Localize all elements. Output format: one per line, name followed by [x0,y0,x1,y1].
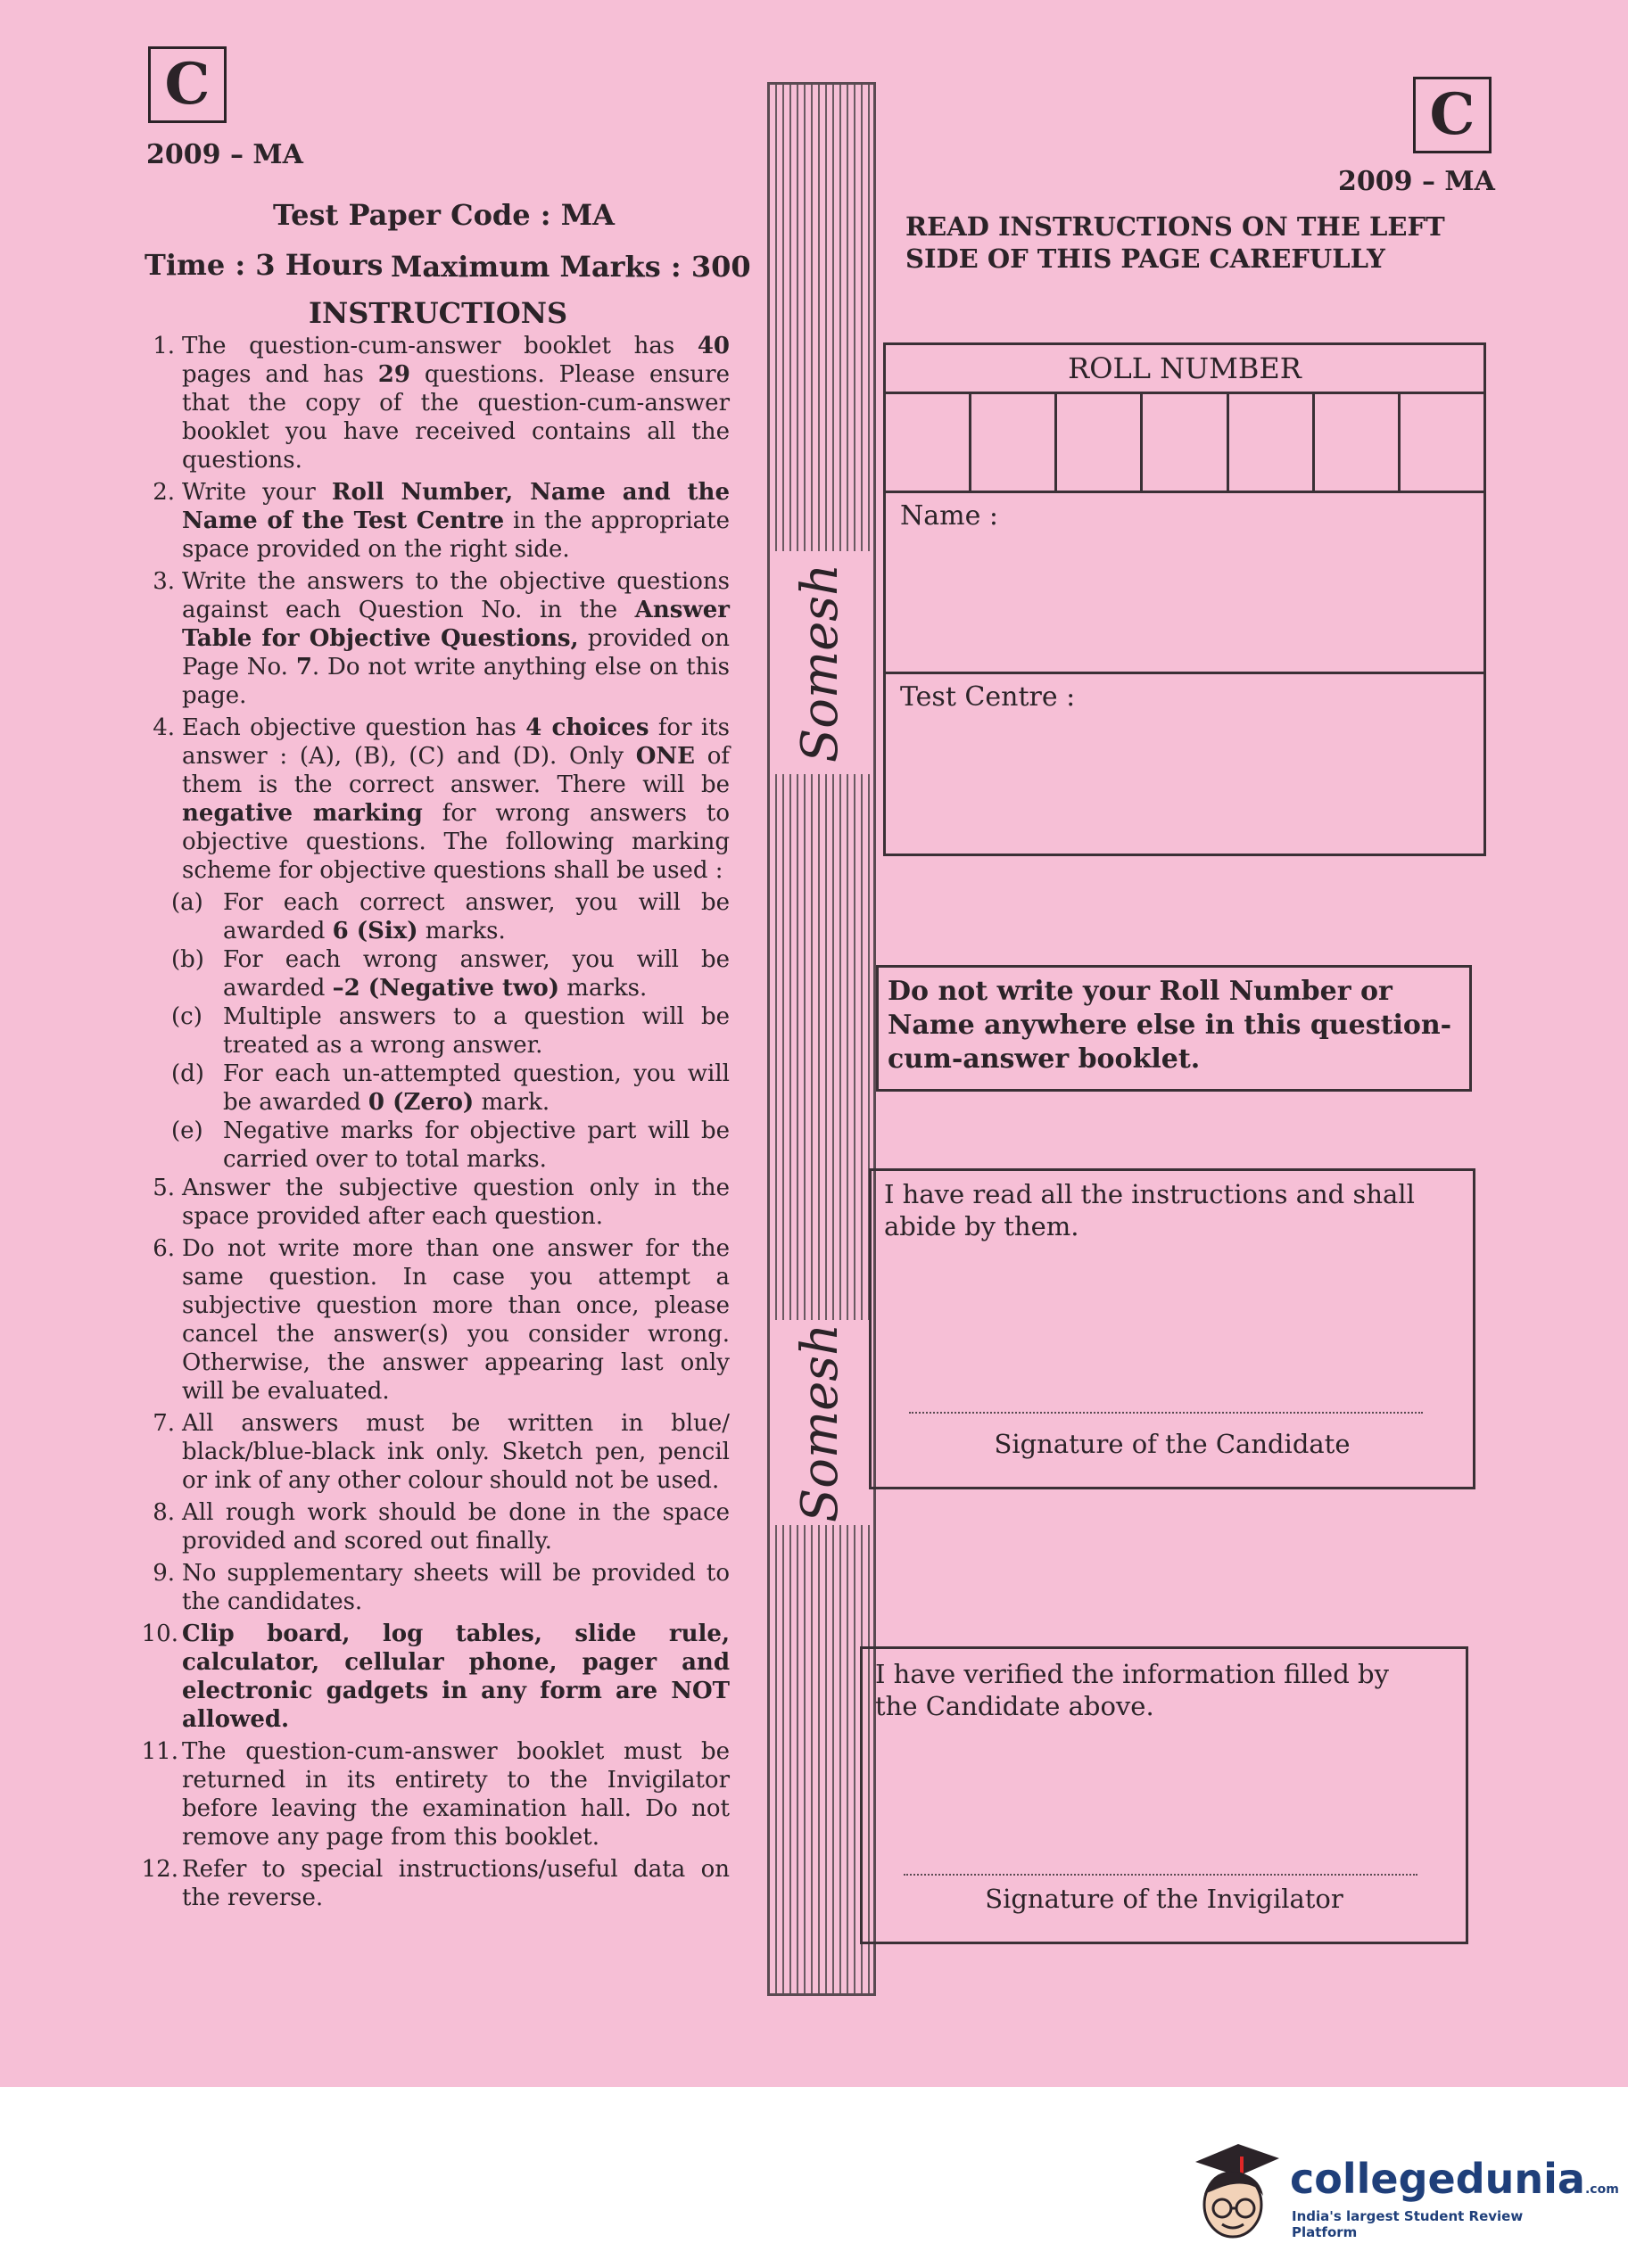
subitem-body [223,1117,730,1174]
instruction-text: Refer to special instructions/useful data on the reverse. [182,1856,730,1911]
instruction-number: 4. [153,714,175,741]
subitem-letter: (e) [171,1118,203,1144]
instruction-number: 5. [153,1175,175,1201]
instruction-body [182,1234,730,1406]
invigilator-signature-line[interactable] [904,1874,1417,1876]
instruction-body [182,332,730,474]
subitem-body [223,888,730,945]
instruction-item [136,1174,730,1231]
candidate-signature-line[interactable] [909,1412,1423,1414]
instruction-text: Negative marks for objective part will be carried over to total marks. [223,1118,730,1173]
instructions-title: INSTRUCTIONS [309,296,568,330]
instruction-emphasis: 29 [377,361,410,388]
instruction-text: Do not write more than one answer for the same question. In case you attempt a subjective question more than once, please cancel the answer(s) you consider wrong. Otherwise, the answer appearing last only will be evaluated. [182,1235,730,1405]
instruction-number: 12. [141,1856,178,1883]
candidate-declaration-box [869,1168,1475,1489]
instruction-text: in the appropriate space provided on the right side. [182,507,731,563]
roll-digit-cell[interactable] [1229,394,1315,491]
instruction-emphasis: negative marking [182,800,423,827]
instruction-number: 9. [153,1560,175,1587]
test-paper-code: Test Paper Code : MA [273,198,615,232]
instruction-number: 2. [153,479,175,506]
instruction-body [182,1620,730,1734]
instruction-item [136,1409,730,1495]
roll-number-cells [886,394,1483,493]
candidate-declaration-line2: abide by them. [884,1211,1079,1241]
instruction-text: Answer the subjective question only in the space provided after each question. [182,1175,730,1230]
instruction-text: Write the answers to the objective questions against each Question No. in the [182,568,730,623]
read-instructions-notice [905,210,1445,275]
instruction-text: Write your [182,479,332,506]
subitem-letter: (a) [171,889,203,916]
handwritten-signature-top: Somesh [791,563,850,763]
instruction-text: for wrong answers to objective questions. The following marking scheme for objective questions shall be used : [182,800,731,884]
instruction-text: marks. [559,975,648,1002]
instruction-item [136,332,730,474]
subitem-body [223,1002,730,1060]
time-limit: Time : 3 Hours [145,248,384,282]
roll-digit-cell[interactable] [886,394,971,491]
instruction-text: For each un-attempted question, you will be awarded [223,1060,730,1116]
instruction-emphasis: 40 [697,333,730,359]
instruction-number: 10. [141,1621,178,1647]
instruction-emphasis: 0 (Zero) [368,1089,475,1116]
instruction-emphasis: 6 (Six) [332,918,418,944]
name-field[interactable] [886,493,1483,674]
instruction-text: . Do not write anything else on this page. [182,654,730,709]
collegedunia-watermark [1186,2132,1619,2247]
roll-digit-cell[interactable] [971,394,1057,491]
instruction-item [136,1737,730,1852]
invigilator-verification-box [860,1646,1468,1944]
set-code-badge-right: C [1413,77,1492,153]
instruction-text: mark. [474,1089,550,1116]
warning-line2: Name anywhere else in this question- [888,1010,1452,1041]
brand-text: collegedunia [1290,2155,1585,2203]
invigilator-line2: the Candidate above. [875,1691,1154,1721]
instruction-body [182,1559,730,1616]
instruction-text: pages and has [182,361,378,388]
instruction-number: 3. [153,568,175,595]
test-centre-field[interactable] [886,674,1483,844]
instruction-text: For each wrong answer, you will be awarded [223,946,730,1002]
instruction-subitem [171,888,730,945]
brand-name [1290,2155,1619,2203]
roll-digit-cell[interactable] [1143,394,1228,491]
instruction-body [182,1174,730,1231]
instruction-subitem [171,1060,730,1117]
instruction-text: questions. Please ensure that the copy of the question-cum-answer booklet you have received contains all the questions. [182,361,730,474]
instruction-emphasis: 4 choices [525,714,649,741]
instruction-body [182,567,730,710]
instruction-body [182,1409,730,1495]
instruction-emphasis: 7 [295,654,312,680]
instruction-emphasis: –2 (Negative two) [332,975,560,1002]
warning-line1: Do not write your Roll Number or [888,976,1392,1007]
instruction-number: 11. [141,1738,178,1765]
instruction-text: provided on Page No. [182,625,730,680]
instruction-subitem [171,1002,730,1060]
instruction-text: for its answer : (A), (B), (C) and (D). Only [182,714,730,770]
year-code-right: 2009 – MA [1338,166,1495,197]
roll-digit-cell[interactable] [1401,394,1483,491]
instruction-number: 7. [153,1410,175,1437]
candidate-declaration-line1: I have read all the instructions and shall [884,1179,1415,1209]
instruction-text: The question-cum-answer booklet must be returned in its entirety to the Invigilator before leaving the examination hall. Do not remove any page from this booklet. [182,1738,730,1851]
candidate-signature-label: Signature of the Candidate [994,1429,1351,1459]
subitem-body [223,945,730,1002]
subitem-letter: (d) [171,1060,204,1087]
invigilator-line1: I have verified the information filled by [875,1659,1389,1689]
instruction-text: All rough work should be done in the space provided and scored out finally. [182,1499,730,1555]
roll-digit-cell[interactable] [1057,394,1143,491]
strip-signature-top [771,551,871,774]
instruction-number: 6. [153,1235,175,1262]
test-centre-label: Test Centre : [900,681,1076,713]
year-code-left: 2009 – MA [146,139,303,170]
roll-digit-cell[interactable] [1315,394,1401,491]
handwritten-signature-bottom: Somesh [791,1323,850,1522]
read-notice-line1: READ INSTRUCTIONS ON THE LEFT [905,211,1445,242]
read-notice-line2: SIDE OF THIS PAGE CAREFULLY [905,243,1385,274]
brand-suffix: .com [1584,2182,1619,2197]
student-mascot-icon [1186,2132,1285,2247]
instruction-emphasis: Clip board, log tables, slide rule, calculator, cellular phone, pager and electronic gadgets in any form are NOT allowed. [182,1621,730,1733]
instruction-number: 1. [153,333,175,359]
roll-number-box [883,342,1486,856]
subitem-letter: (c) [171,1003,202,1030]
instruction-text: of them is the correct answer. There will be [182,743,730,798]
strip-signature-bottom [771,1320,871,1525]
instruction-number: 8. [153,1499,175,1526]
instructions-list [136,332,730,1916]
warning-box [876,965,1472,1092]
instruction-body [182,1737,730,1852]
instruction-item [136,478,730,564]
instruction-subitem [171,945,730,1002]
instruction-subitem [171,1117,730,1174]
instruction-item [136,567,730,710]
roll-number-title: ROLL NUMBER [886,345,1483,394]
instruction-text: marks. [417,918,506,944]
instruction-body [182,1855,730,1912]
instruction-emphasis: Answer Table for Objective Questions, [182,597,730,652]
subitem-body [223,1060,730,1117]
instruction-item [136,1620,730,1734]
set-code-badge-left: C [148,46,227,123]
instruction-body [182,713,730,885]
instruction-item [136,1498,730,1555]
name-label: Name : [900,500,998,532]
instruction-item [136,1559,730,1616]
invigilator-signature-label: Signature of the Invigilator [985,1884,1343,1914]
subitem-letter: (b) [171,946,204,973]
maximum-marks: Maximum Marks : 300 [391,250,751,284]
instruction-text: For each correct answer, you will be awarded [223,889,730,944]
instruction-text: The question-cum-answer booklet has [182,333,698,359]
brand-tagline: India's largest Student Review Platform [1292,2208,1524,2240]
instruction-item [136,1855,730,1912]
instruction-text: Each objective question has [182,714,526,741]
instruction-text: Multiple answers to a question will be treated as a wrong answer. [223,1003,730,1059]
warning-line3: cum-answer booklet. [888,1043,1201,1075]
instruction-body [182,1498,730,1555]
instruction-item [136,713,730,885]
instruction-emphasis: Roll Number, Name and the Name of the Test Centre [182,479,730,534]
instruction-emphasis: ONE [635,743,695,770]
instruction-text: No supplementary sheets will be provided to the candidates. [182,1560,730,1615]
instruction-item [136,1234,730,1406]
instruction-text: All answers must be written in blue/ black/blue-black ink only. Sketch pen, pencil or ink of any other colour should not be used. [182,1410,730,1494]
instruction-body [182,478,730,564]
